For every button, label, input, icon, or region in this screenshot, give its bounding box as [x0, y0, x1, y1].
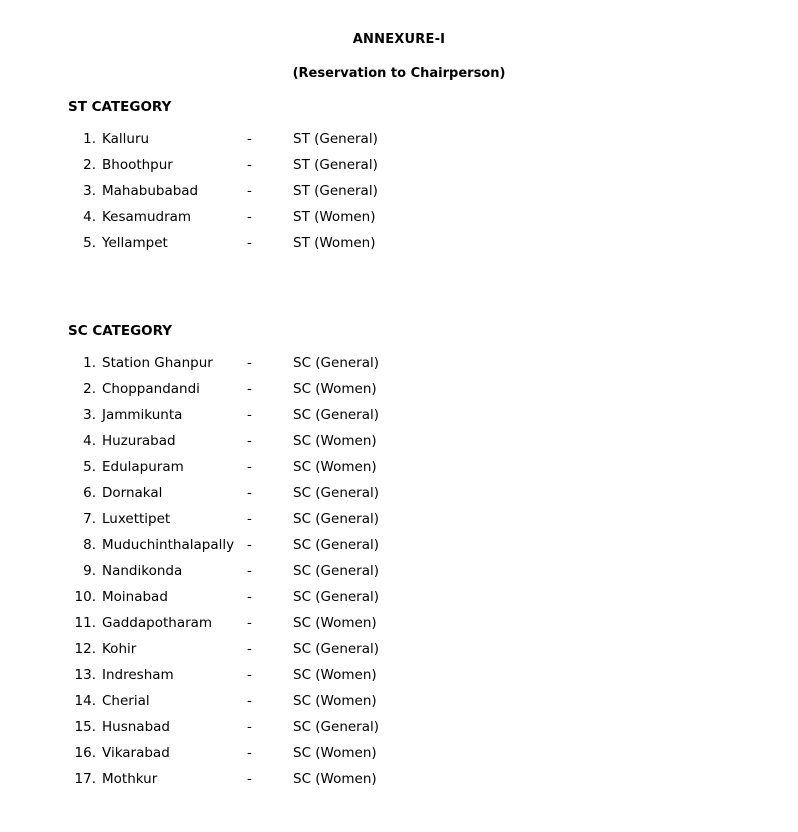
list-item-separator: - [247, 511, 252, 527]
list-item-reservation: SC (General) [293, 485, 380, 501]
list-item-number: 3. [83, 407, 96, 423]
list-item-name: Mahabubabad [102, 183, 199, 199]
list-item [40, 745, 758, 771]
list-item-reservation: SC (General) [293, 407, 380, 423]
list-item-separator: - [247, 209, 252, 225]
list-item-separator: - [247, 563, 252, 579]
list-item-reservation: SC (Women) [293, 615, 377, 631]
list-item-name: Moinabad [102, 589, 168, 605]
list-item [40, 667, 758, 693]
list-item-reservation: SC (General) [293, 511, 380, 527]
list-item-number: 1. [83, 131, 96, 147]
list-item-separator: - [247, 615, 252, 631]
list-item-separator: - [247, 745, 252, 761]
list-item [40, 407, 758, 433]
list-item-number: 5. [83, 235, 96, 251]
list-item [40, 131, 758, 157]
list-item-number: 16. [74, 745, 96, 761]
list-item-separator: - [247, 433, 252, 449]
page-subtitle: (Reservation to Chairperson) [292, 66, 506, 81]
list-item-reservation: SC (General) [293, 355, 380, 371]
section-st-category [40, 99, 758, 261]
list-item-name: Vikarabad [102, 745, 170, 761]
list-item [40, 615, 758, 641]
section-sc-category [40, 323, 758, 797]
list-item [40, 563, 758, 589]
list-item-number: 2. [83, 381, 96, 397]
list-item-number: 9. [83, 563, 96, 579]
list-item-name: Nandikonda [102, 563, 183, 579]
list-item [40, 459, 758, 485]
list-item [40, 693, 758, 719]
list-item-separator: - [247, 235, 252, 251]
list-item-reservation: SC (Women) [293, 433, 377, 449]
list-item [40, 641, 758, 667]
list-item-number: 1. [83, 355, 96, 371]
list-item-separator: - [247, 183, 252, 199]
list-item-separator: - [247, 719, 252, 735]
list-item-name: Indresham [102, 667, 174, 683]
list-item-reservation: SC (Women) [293, 459, 377, 475]
list-item-number: 11. [74, 615, 96, 631]
list-item [40, 485, 758, 511]
list-item-reservation: SC (General) [293, 563, 380, 579]
list-item-separator: - [247, 589, 252, 605]
list-item-name: Kohir [102, 641, 137, 657]
list-item-name: Station Ghanpur [102, 355, 213, 371]
list-item-number: 6. [83, 485, 96, 501]
list-item [40, 381, 758, 407]
list-item-number: 13. [74, 667, 96, 683]
list-item-number: 15. [74, 719, 96, 735]
list-item-name: Husnabad [102, 719, 170, 735]
reservation-list-st [40, 131, 758, 261]
list-item-reservation: SC (General) [293, 719, 380, 735]
list-item-separator: - [247, 381, 252, 397]
list-item [40, 589, 758, 615]
list-item-reservation: SC (Women) [293, 771, 377, 787]
reservation-list-sc [40, 355, 758, 797]
list-item-name: Cherial [102, 693, 150, 709]
list-item-name: Choppandandi [102, 381, 200, 397]
list-item-name: Gaddapotharam [102, 615, 213, 631]
list-item-number: 10. [74, 589, 96, 605]
list-item [40, 511, 758, 537]
list-item [40, 235, 758, 261]
list-item-number: 12. [74, 641, 96, 657]
section-spacer [40, 261, 758, 305]
list-item [40, 719, 758, 745]
list-item-number: 3. [83, 183, 96, 199]
list-item-number: 4. [83, 433, 96, 449]
list-item-number: 4. [83, 209, 96, 225]
list-item-number: 8. [83, 537, 96, 553]
list-item-reservation: ST (General) [293, 183, 378, 199]
list-item-name: Luxettipet [102, 511, 171, 527]
list-item-number: 5. [83, 459, 96, 475]
list-item-name: Dornakal [102, 485, 163, 501]
list-item-separator: - [247, 459, 252, 475]
list-item-separator: - [247, 641, 252, 657]
list-item-separator: - [247, 157, 252, 173]
list-item-reservation: ST (Women) [293, 209, 376, 225]
list-item-reservation: SC (General) [293, 641, 380, 657]
section-heading: SC CATEGORY [68, 323, 173, 339]
list-item-separator: - [247, 537, 252, 553]
list-item-reservation: SC (Women) [293, 745, 377, 761]
list-item-name: Kalluru [102, 131, 150, 147]
list-item-reservation: SC (General) [293, 537, 380, 553]
list-item-separator: - [247, 355, 252, 371]
list-item [40, 771, 758, 797]
list-item-separator: - [247, 131, 252, 147]
section-heading: ST CATEGORY [68, 99, 172, 115]
list-item-reservation: SC (Women) [293, 667, 377, 683]
list-item-separator: - [247, 693, 252, 709]
list-item-number: 2. [83, 157, 96, 173]
list-item-name: Yellampet [102, 235, 168, 251]
list-item [40, 355, 758, 381]
list-item-name: Jammikunta [102, 407, 183, 423]
list-item-reservation: ST (Women) [293, 235, 376, 251]
list-item-separator: - [247, 667, 252, 683]
list-item-number: 14. [74, 693, 96, 709]
list-item-reservation: ST (General) [293, 131, 378, 147]
list-item-name: Mothkur [102, 771, 158, 787]
list-item [40, 433, 758, 459]
list-item-name: Kesamudram [102, 209, 192, 225]
list-item-separator: - [247, 485, 252, 501]
list-item-reservation: SC (Women) [293, 693, 377, 709]
list-item-name: Edulapuram [102, 459, 184, 475]
list-item-number: 7. [83, 511, 96, 527]
list-item-number: 17. [74, 771, 96, 787]
list-item-reservation: SC (General) [293, 589, 380, 605]
list-item-name: Muduchinthalapally [102, 537, 235, 553]
list-item-name: Huzurabad [102, 433, 176, 449]
list-item-name: Bhoothpur [102, 157, 173, 173]
list-item-separator: - [247, 771, 252, 787]
page-title: ANNEXURE-I [352, 32, 446, 47]
list-item-reservation: ST (General) [293, 157, 378, 173]
list-item-reservation: SC (Women) [293, 381, 377, 397]
list-item [40, 157, 758, 183]
list-item [40, 183, 758, 209]
list-item [40, 209, 758, 235]
list-item [40, 537, 758, 563]
list-item-separator: - [247, 407, 252, 423]
